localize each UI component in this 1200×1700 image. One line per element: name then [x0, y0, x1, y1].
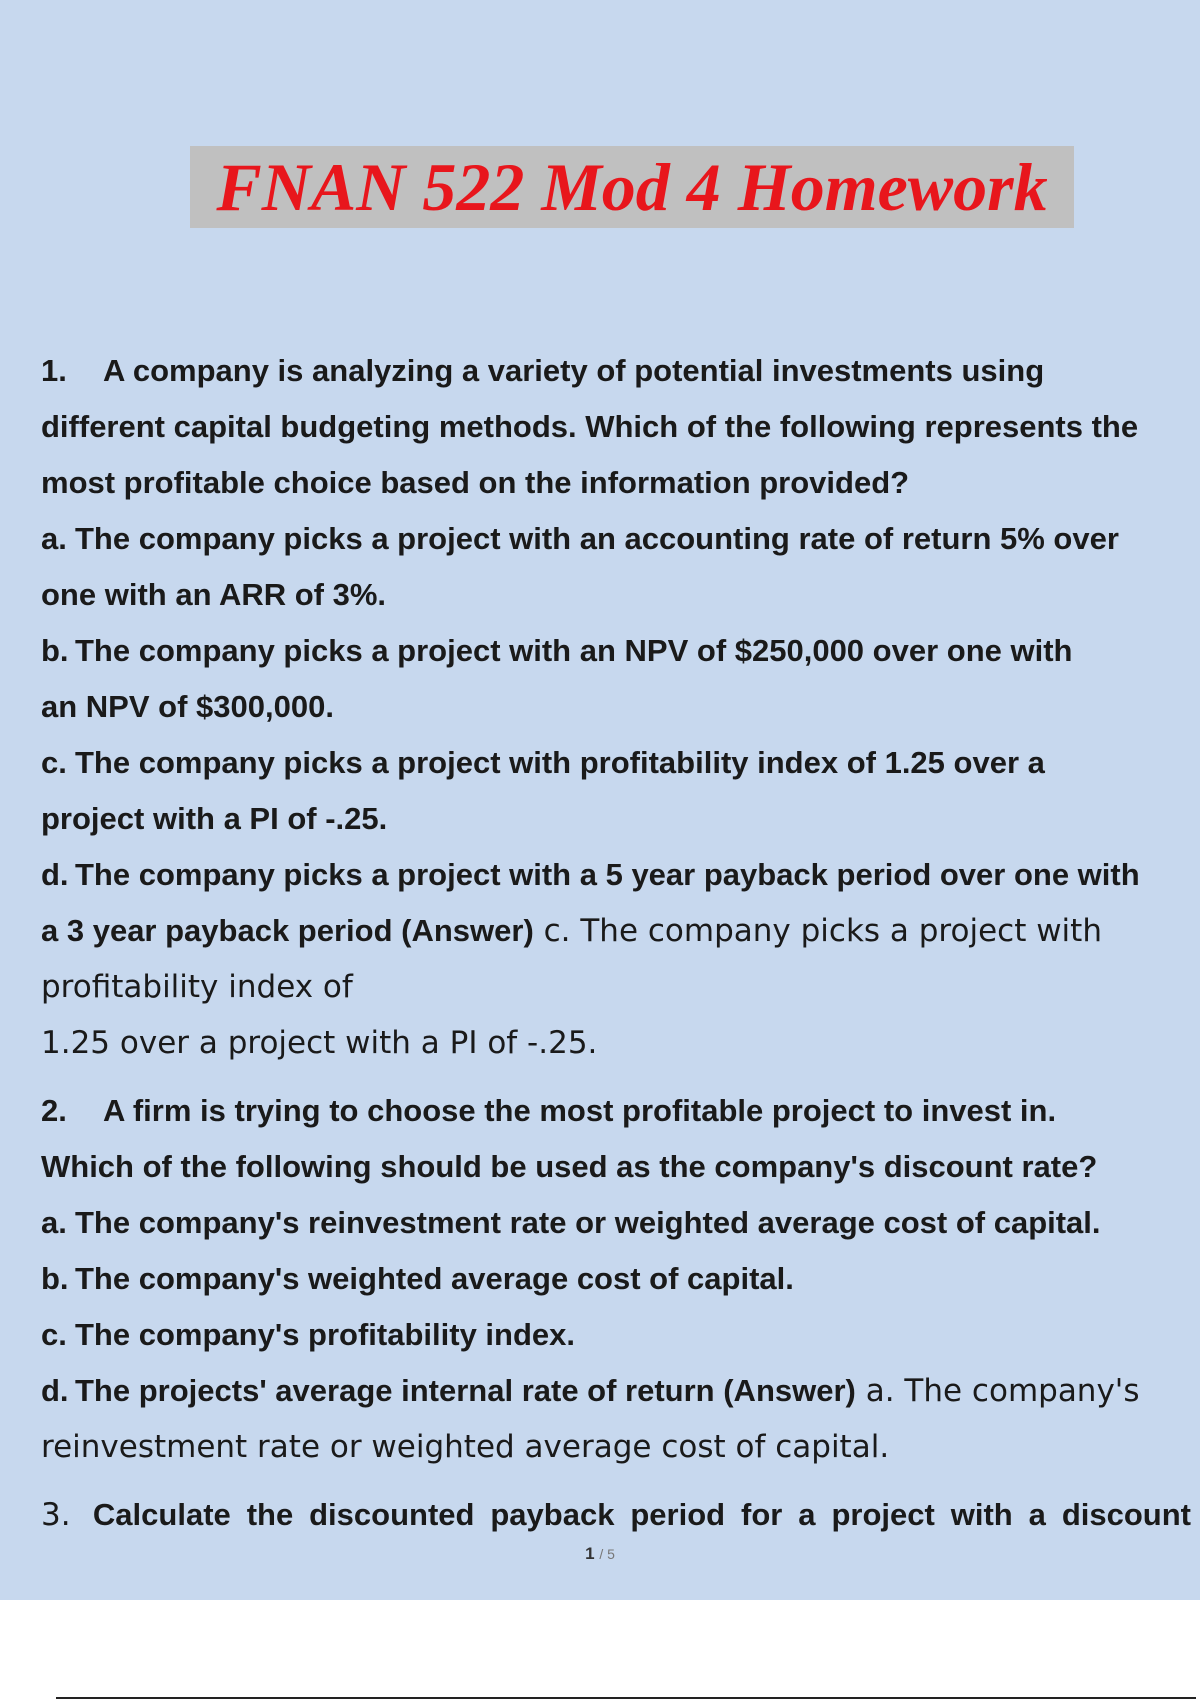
question-1-stem-line: different capital budgeting methods. Which of the following represents the — [41, 409, 1139, 444]
option-d-answer-line: a 3 year payback period (Answer) c. The company picks a project with — [41, 913, 1102, 949]
document-content — [41, 343, 1191, 1543]
question-1 — [41, 343, 1191, 1071]
question-2 — [41, 1083, 1191, 1475]
question-1-stem-line: 1. A company is analyzing a variety of potential investments using — [41, 343, 1191, 399]
option-a: a. The company's reinvestment rate or weighted average cost of capital. — [41, 1205, 1101, 1240]
divider — [56, 1697, 1196, 1699]
question-3-word: project — [831, 1497, 935, 1532]
option-c-cont: project with a PI of -.25. — [41, 801, 388, 836]
option-c: c. The company picks a project with profitability index of 1.25 over a — [41, 745, 1045, 780]
question-3-word: a — [798, 1497, 816, 1532]
page-total: / 5 — [599, 1546, 615, 1562]
title-banner — [190, 146, 1074, 228]
question-3-word: discounted — [309, 1497, 475, 1532]
option-b-cont: an NPV of $300,000. — [41, 689, 334, 724]
option-c: c. The company's profitability index. — [41, 1317, 576, 1352]
question-3-word: period — [630, 1497, 726, 1532]
question-2-stem-line: Which of the following should be used as the company's discount rate? — [41, 1149, 1098, 1184]
page-current: 1 — [585, 1544, 595, 1563]
question-number: 3. — [41, 1497, 71, 1533]
question-3-word: the — [246, 1497, 294, 1532]
option-a: a. The company picks a project with an accounting rate of return 5% over — [41, 521, 1119, 556]
answer-text: reinvestment rate or weighted average cost of capital. — [41, 1429, 890, 1465]
question-2-stem-line: 2. A firm is trying to choose the most profitable project to invest in. — [41, 1083, 1191, 1139]
question-3-word: with — [950, 1497, 1013, 1532]
question-number: 1. — [41, 353, 67, 388]
question-number: 2. — [41, 1093, 67, 1128]
page-indicator — [0, 1544, 1200, 1564]
option-b: b. The company picks a project with an NPV of $250,000 over one with — [41, 633, 1073, 668]
answer-text: c. The company picks a project with — [533, 913, 1102, 949]
option-d: d. The projects' average internal rate of return (Answer) a. The company's — [41, 1373, 1140, 1409]
option-b: b. The company's weighted average cost of capital. — [41, 1261, 794, 1296]
answer-text: a. The company's — [855, 1373, 1140, 1409]
page-title: FNAN 522 Mod 4 Homework — [216, 149, 1048, 225]
question-1-stem-line: most profitable choice based on the information provided? — [41, 465, 910, 500]
question-3-word: discount — [1061, 1497, 1191, 1532]
question-3-word: Calculate — [92, 1497, 231, 1532]
question-3-word: payback — [490, 1497, 615, 1532]
question-3 — [41, 1487, 1191, 1543]
answer-text: 1.25 over a project with a PI of -.25. — [41, 1025, 598, 1061]
option-d: d. The company picks a project with a 5 year payback period over one with — [41, 857, 1140, 892]
question-3-word: a — [1028, 1497, 1046, 1532]
option-a-cont: one with an ARR of 3%. — [41, 577, 387, 612]
question-3-word: for — [741, 1497, 783, 1532]
answer-text: profitability index of — [41, 969, 353, 1005]
